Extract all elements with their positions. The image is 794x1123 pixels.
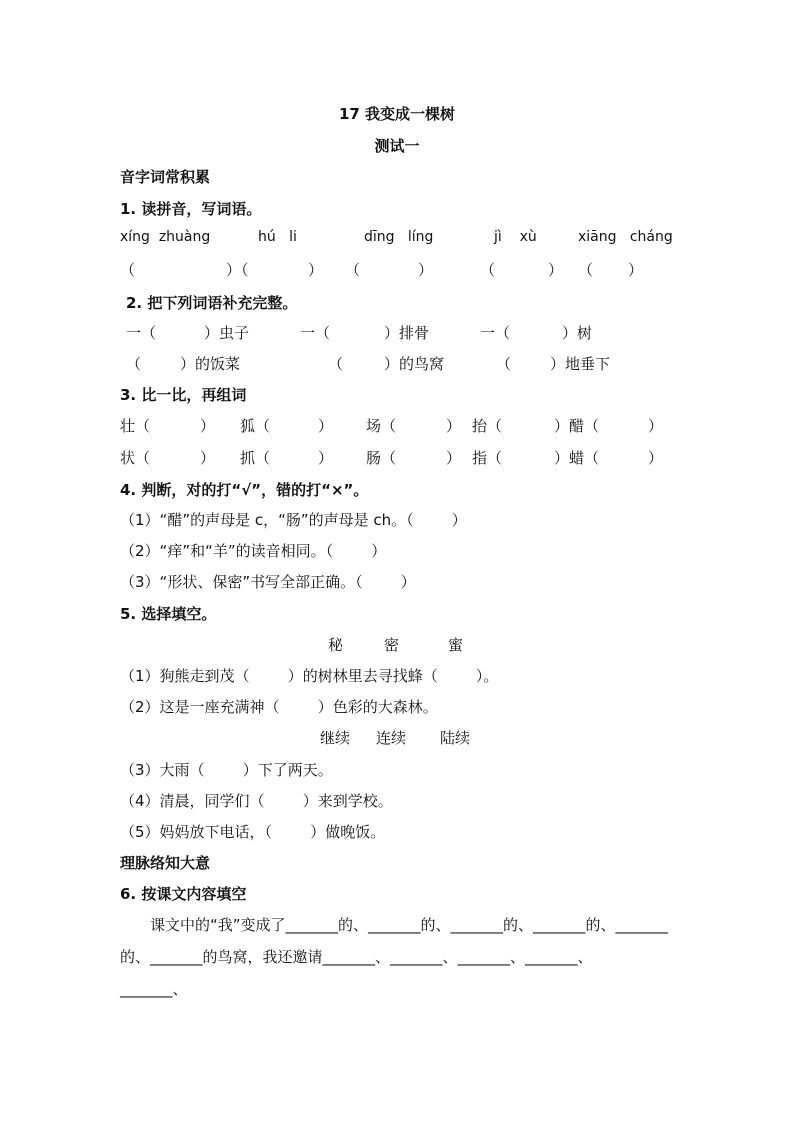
- q5-choice-3: 蜜: [448, 636, 464, 654]
- q3-r2-1c: ）: [200, 449, 216, 467]
- q1-blank-close-4: ）: [548, 261, 564, 279]
- page-title: 17 我变成一棵树: [338, 105, 456, 123]
- q3-r1-2: 狐（: [240, 417, 271, 435]
- q3-r2-2c: ）: [318, 449, 334, 467]
- page-subtitle: 测试一: [374, 137, 420, 155]
- q3-r1-5c: ）: [648, 417, 664, 435]
- q3-r2-2: 抓（: [240, 449, 271, 467]
- q2-r2-d: ）的鸟窝: [384, 355, 445, 373]
- q1-blank-mid: ）（: [226, 261, 249, 279]
- q5-choice-2: 密: [384, 636, 400, 654]
- q1-blank-open-5: （: [578, 261, 594, 279]
- q1-blank-open-3: （: [345, 261, 361, 279]
- q2-r2-b: ）的饭菜: [180, 355, 241, 373]
- q1-blank-close-5: ）: [628, 261, 644, 279]
- q6-line-2: 的、_______的鸟窝，我还邀请_______、_______、_______、_______、: [120, 948, 593, 966]
- q1-blank-close-2: ）: [308, 261, 324, 279]
- q3-r1-5: ）醋（: [554, 417, 600, 435]
- q5-item-2: （2）这是一座充满神（ ）色彩的大森林。: [120, 698, 438, 716]
- q1-title: 1. 读拼音，写词语。: [120, 200, 262, 218]
- q3-r1-1: 壮（: [120, 417, 151, 435]
- q1-pinyin-4: jì xù: [494, 229, 537, 245]
- q3-r1-3c: ）: [446, 417, 462, 435]
- q3-r1-1c: ）: [200, 417, 216, 435]
- q3-r2-4: 指（: [472, 449, 503, 467]
- q2-r1-e: 一（: [480, 324, 511, 342]
- q2-r1-f: ）树: [562, 324, 593, 342]
- q5-item-4: （4）清晨，同学们（ ）来到学校。: [120, 792, 393, 810]
- q2-r1-b: ）虫子: [204, 324, 250, 342]
- q3-r1-3: 场（: [366, 417, 397, 435]
- q2-r2-c: （: [328, 355, 344, 373]
- q6-title: 6. 按课文内容填空: [120, 885, 247, 903]
- q5-choice-1: 秘: [328, 636, 344, 654]
- q2-r1-a: 一（: [126, 324, 157, 342]
- q1-pinyin-3: dīng líng: [364, 229, 434, 245]
- q3-r2-3c: ）: [446, 449, 462, 467]
- q4-title: 4. 判断，对的打“√”，错的打“×”。: [120, 481, 369, 499]
- q4-item-2: （2）“痒”和“羊”的读音相同。（ ）: [120, 542, 387, 560]
- q5-item-3: （3）大雨（ ）下了两天。: [120, 761, 333, 779]
- q5-item-1: （1）狗熊走到茂（ ）的树林里去寻找蜂（ ）。: [120, 667, 499, 685]
- q4-item-1: （1）“醋”的声母是 c，“肠”的声母是 ch。（ ）: [120, 511, 467, 529]
- q5-choice-4: 继续: [320, 729, 351, 747]
- q1-blank-open-1: （: [120, 261, 136, 279]
- q5-title: 5. 选择填空。: [120, 605, 217, 623]
- q3-r2-5: ）蜡（: [554, 449, 600, 467]
- q3-title: 3. 比一比，再组词: [120, 386, 247, 404]
- q5-choice-6: 陆续: [440, 729, 471, 747]
- q5-item-5: （5）妈妈放下电话，（ ）做晚饭。: [120, 823, 386, 841]
- q2-r2-a: （: [126, 355, 142, 373]
- q2-r2-e: （: [496, 355, 512, 373]
- q3-r1-2c: ）: [318, 417, 334, 435]
- q1-blank-close-3: ）: [418, 261, 434, 279]
- section-heading-1: 音字词常积累: [120, 168, 211, 186]
- q3-r2-3: 肠（: [366, 449, 397, 467]
- q1-pinyin-5: xiāng cháng: [578, 229, 673, 245]
- section-heading-2: 理脉络知大意: [120, 854, 211, 872]
- q2-r1-d: ）排骨: [384, 324, 430, 342]
- q1-pinyin-2: hú li: [258, 229, 297, 245]
- q4-item-3: （3）“形状、保密”书写全部正确。（ ）: [120, 573, 416, 591]
- q1-pinyin-1: xíng zhuàng: [120, 229, 211, 245]
- q2-r1-c: 一（: [300, 324, 331, 342]
- q3-r2-1: 状（: [120, 449, 151, 467]
- q6-line-1: 课文中的“我”变成了_______的、_______的、_______的、_______的、_______: [150, 916, 669, 934]
- q2-r2-f: ）地垂下: [550, 355, 611, 373]
- q1-blank-open-4: （: [480, 261, 496, 279]
- q3-r1-4: 抬（: [472, 417, 503, 435]
- q2-title: 2. 把下列词语补充完整。: [126, 294, 298, 312]
- q6-line-3: _______、: [120, 980, 188, 998]
- q5-choice-5: 连续: [376, 729, 407, 747]
- q3-r2-5c: ）: [648, 449, 664, 467]
